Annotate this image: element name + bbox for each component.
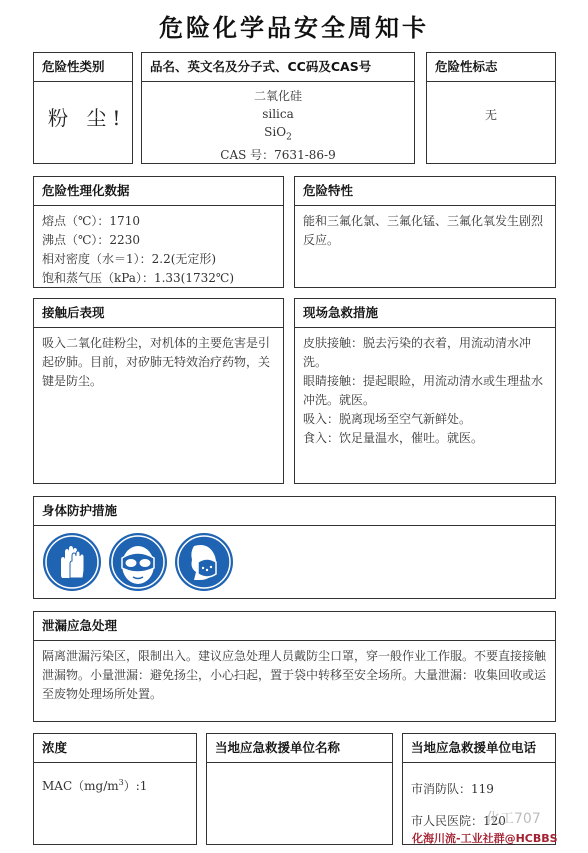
- rescue-unit-box: [206, 733, 393, 845]
- exposure-text: 吸入二氧化硅粉尘，对机体的主要危害是引起矽肺。目前，对矽肺无特效治疗药物，关键是防尘。: [42, 336, 271, 388]
- chemical-name-cn: 二氧化硅: [253, 89, 302, 103]
- hazard-category-box: [33, 52, 133, 164]
- mac-label: MAC（mg/m: [42, 779, 119, 793]
- physchem-box: [33, 176, 284, 288]
- mac-tail: ）:1: [123, 779, 148, 793]
- hazard-props-header: 危险特性: [295, 177, 555, 206]
- mac-value: [34, 763, 196, 802]
- dust-mask-icon: [174, 532, 234, 592]
- hospital-phone: 市人民医院：120: [411, 814, 506, 828]
- first-aid-ingestion: 食入：饮足量温水，催吐。就医。: [303, 431, 484, 445]
- chemical-name-en: silica: [262, 107, 294, 121]
- watermark-channel: 化工707: [486, 811, 541, 827]
- rescue-unit-header: 当地应急救援单位名称: [207, 734, 392, 763]
- first-aid-inhalation: 吸入：脱离现场至空气新鲜处。: [303, 412, 472, 426]
- leak-text: 隔离泄漏污染区，限制出入。建议应急处理人员戴防尘口罩，穿一般作业工作服。不要直接接触泄漏物。小量泄漏：避免扬尘，小心扫起，置于袋中转移至安全场所。大量泄漏：收集回收或运至废物处理场所处置。: [42, 649, 547, 701]
- chemical-formula: [150, 123, 406, 146]
- concentration-box: [33, 733, 197, 845]
- hazard-sign-header: 危险性标志: [427, 53, 555, 82]
- rescue-phone-header: 当地应急救援单位电话: [403, 734, 555, 763]
- first-aid-box: [294, 298, 556, 484]
- hazard-props-box: [294, 176, 556, 288]
- protection-box: [33, 496, 556, 599]
- identity-header: 品名、英文名及分子式、CC码及CAS号: [142, 53, 414, 82]
- concentration-header: 浓度: [34, 734, 196, 763]
- first-aid-skin: 皮肤接触：脱去污染的衣着，用流动清水冲洗。: [303, 336, 532, 369]
- identity-box: [141, 52, 415, 164]
- formula-base: SiO: [264, 125, 287, 139]
- exposure-box: [33, 298, 284, 484]
- melting-point: 熔点（℃）：1710: [42, 214, 140, 228]
- hazard-category-value: 粉 尘!: [48, 106, 127, 130]
- hazard-sign-box: [426, 52, 556, 164]
- exposure-header: 接触后表现: [34, 299, 283, 328]
- formula-subscript: 2: [286, 132, 292, 143]
- leak-box: [33, 611, 556, 722]
- page-title: 危险化学品安全周知卡: [159, 14, 429, 42]
- relative-density: 相对密度（水＝1）：2.2(无定形): [42, 252, 217, 266]
- hazard-category-header: 危险性类别: [34, 53, 132, 82]
- rescue-phone-box: [402, 733, 556, 845]
- first-aid-header: 现场急救措施: [295, 299, 555, 328]
- protection-header: 身体防护措施: [34, 497, 555, 526]
- gloves-icon: [42, 532, 102, 592]
- watermark-community: 化海川流-工业社群@HCBBS: [412, 832, 558, 845]
- vapor-pressure: 饱和蒸气压（kPa）：1.33(1732℃): [42, 271, 235, 285]
- goggles-icon: [108, 532, 168, 592]
- mac-unit-superscript: 3: [118, 778, 124, 787]
- hazard-props-text: 能和三氟化氯、三氟化锰、三氟化氧发生剧烈反应。: [303, 214, 544, 247]
- cas-number: CAS 号：7631-86-9: [220, 148, 336, 163]
- fire-brigade-phone: 市消防队：119: [411, 782, 494, 796]
- leak-header: 泄漏应急处理: [34, 612, 555, 641]
- boiling-point: 沸点（℃）：2230: [42, 233, 140, 247]
- hazard-sign-value: 无: [484, 108, 497, 122]
- first-aid-eyes: 眼睛接触：提起眼睑，用流动清水或生理盐水冲洗。就医。: [303, 374, 544, 407]
- physchem-header: 危险性理化数据: [34, 177, 283, 206]
